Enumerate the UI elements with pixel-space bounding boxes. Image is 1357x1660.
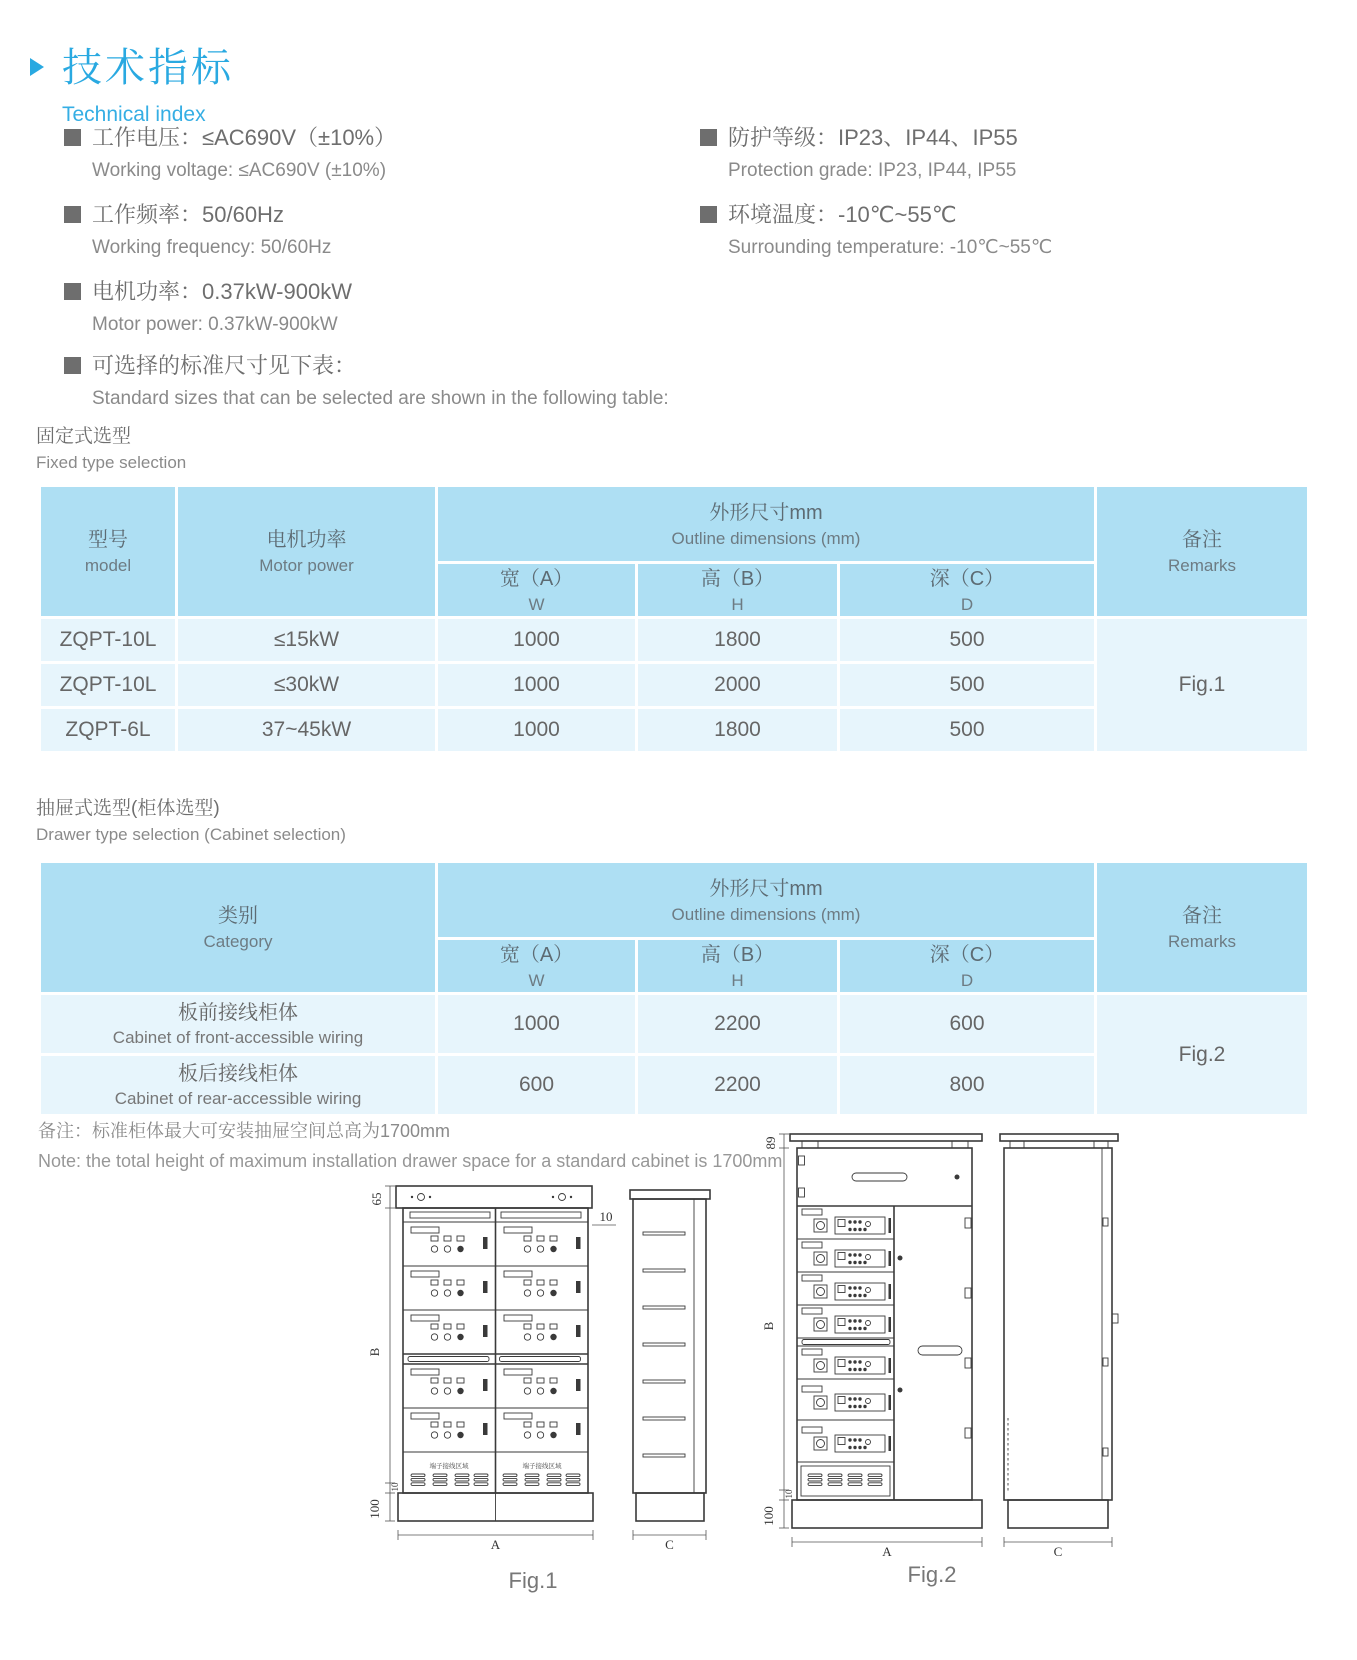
section-label-en: Drawer type selection (Cabinet selection) [36,825,346,844]
spec-en-text: Protection grade: IP23, IP44, IP55 [728,160,1017,181]
fig2-dim-width: A [882,1544,892,1558]
cell-width: 600 [437,1055,637,1116]
header-depth-cn: 深（C） [929,943,1005,966]
header-remarks-en: Remarks [1167,932,1236,951]
header-dims-cn: 外形尺寸mm [709,877,823,900]
cell-model: ZQPT-10L [40,663,177,708]
fig1-dim-width: A [490,1537,501,1552]
spec-en-text: Working frequency: 50/60Hz [92,237,332,258]
section-label-cn: 固定式选型 [36,426,132,447]
header-category-cn: 类别 [218,905,258,927]
header-depth-cn: 深（C） [929,567,1005,590]
title-block [30,36,234,127]
header-depth-en: D [960,970,974,990]
cell-depth: 500 [839,663,1096,708]
section-label-en: Fixed type selection [36,453,187,472]
section-fixed-type [36,424,186,476]
header-remarks-cn: 备注 [1182,529,1222,551]
cell-height: 1800 [637,708,839,753]
header-height [637,563,839,618]
header-width-en: W [528,594,545,614]
table-row [40,618,1309,663]
fig2-dim-base: 100 [761,1506,776,1526]
spec-item-voltage [64,122,674,186]
fig1-dim-cap: 65 [369,1192,384,1206]
cell-category [40,1055,437,1116]
cell-depth: 600 [839,994,1096,1055]
cell-model: ZQPT-10L [40,618,177,663]
spec-item-frequency [64,199,674,263]
spec-cn-text: 工作频率：50/60Hz [92,202,284,227]
header-height-cn: 高（B） [700,943,775,966]
spec-item-motor-power [64,276,674,340]
cell-height: 2200 [637,994,839,1055]
spec-en-text: Surrounding temperature: -10℃~55℃ [728,237,1053,258]
cell-power: ≤15kW [177,618,437,663]
spec-cn-text: 防护等级：IP23、IP44、IP55 [728,125,1018,150]
spec-en-text: Working voltage: ≤AC690V (±10%) [92,160,387,181]
footnote [38,1116,782,1176]
cell-category [40,994,437,1055]
header-model-en: model [84,556,132,575]
cell-remark: Fig.2 [1096,994,1309,1116]
cell-height: 2000 [637,663,839,708]
cell-category-cn: 板前接线柜体 [178,1001,298,1024]
cell-width: 1000 [437,708,637,753]
cell-width: 1000 [437,663,637,708]
header-width [437,939,637,994]
header-power-cn: 电机功率 [266,529,347,551]
header-height-en: H [731,970,744,990]
fig2-dim-small: 10 [784,1489,794,1499]
header-category-en: Category [203,932,273,951]
spec-cn-text: 环境温度：-10℃~55℃ [728,202,957,227]
header-height [637,939,839,994]
spec-en-text: Standard sizes that can be selected are shown in the following table: [92,388,669,409]
header-remarks [1096,862,1309,994]
fig1-dim-top-right: 10 [599,1209,613,1224]
fig1-caption: Fig.1 [508,1568,558,1593]
section-arrow-icon [30,58,44,76]
bullet-square-icon [64,283,81,300]
cell-category-en: Cabinet of rear-accessible wiring [114,1088,362,1108]
header-height-en: H [731,594,744,614]
cell-category-cn: 板后接线柜体 [178,1062,298,1085]
cell-height: 1800 [637,618,839,663]
spec-cn-text: 电机功率：0.37kW-900kW [92,279,352,304]
cell-height: 2200 [637,1055,839,1116]
spec-list-right [700,122,1310,276]
cell-width: 1000 [437,618,637,663]
spec-item-protection [700,122,1310,186]
section-drawer-type [36,796,346,848]
cell-power: ≤30kW [177,663,437,708]
cell-depth: 500 [839,708,1096,753]
fig1-front-view [396,1186,593,1521]
bullet-square-icon [64,129,81,146]
cell-category-en: Cabinet of front-accessible wiring [112,1027,364,1047]
fig1-dim-height: B [367,1347,382,1357]
cell-depth: 500 [839,618,1096,663]
spec-item-temperature [700,199,1310,263]
header-width-cn: 宽（A） [499,567,574,590]
header-width-en: W [528,970,545,990]
header-remarks-cn: 备注 [1182,905,1222,927]
table-row [40,994,1309,1055]
cell-depth: 800 [839,1055,1096,1116]
drawer-type-table [38,860,1310,1117]
header-width-cn: 宽（A） [499,943,574,966]
header-category [40,862,437,994]
footnote-cn: 备注：标准柜体最大可安装抽屉空间总高为1700mm [38,1121,451,1141]
table-intro [64,350,864,427]
page-subtitle: Technical index [62,103,206,126]
cell-width: 1000 [437,994,637,1055]
header-power-en: Motor power [259,556,354,575]
fig2-dim-height: B [761,1321,776,1331]
fig1-dim-depth: C [665,1537,674,1552]
fig2-dim-depth: C [1053,1544,1063,1558]
fig1-terminal-label: 端子接线区域 [429,1463,469,1470]
spec-item-intro [64,350,864,414]
bullet-square-icon [700,206,717,223]
spec-list-left [64,122,674,353]
fig2-dim-cap: 89 [763,1136,778,1150]
header-motor-power [177,486,437,618]
fig2-drawing [742,1118,1122,1558]
section-label-cn: 抽屉式选型(柜体选型) [36,798,220,819]
fig2-side-view [1000,1134,1118,1528]
bullet-square-icon [64,206,81,223]
header-dims-en: Outline dimensions (mm) [671,904,861,924]
footnote-en: Note: the total height of maximum installation drawer space for a standard cabinet is 1700mm [38,1151,783,1171]
header-dims-cn: 外形尺寸mm [709,501,823,524]
header-outline-dimensions [437,862,1096,939]
header-height-cn: 高（B） [700,567,775,590]
header-width [437,563,637,618]
header-depth-en: D [960,594,974,614]
fig2-front-view [790,1134,982,1528]
fixed-type-table [38,484,1310,754]
header-dims-en: Outline dimensions (mm) [671,528,861,548]
header-model-cn: 型号 [88,529,128,551]
page-title: 技术指标 [62,46,234,90]
header-outline-dimensions [437,486,1096,563]
fig1-terminal-label: 端子接线区域 [522,1463,562,1470]
header-depth [839,563,1096,618]
fig1-dim-base: 100 [367,1499,382,1519]
cell-remark: Fig.1 [1096,618,1309,753]
spec-en-text: Motor power: 0.37kW-900kW [92,314,338,335]
bullet-square-icon [64,357,81,374]
header-remarks [1096,486,1309,618]
spec-cn-text: 工作电压：≤AC690V（±10%） [92,125,397,150]
header-depth [839,939,1096,994]
cell-model: ZQPT-6L [40,708,177,753]
fig2-caption: Fig.2 [907,1562,957,1587]
header-remarks-en: Remarks [1167,556,1236,575]
fig1-dim-small: 10 [390,1482,400,1492]
fig1-side-view [630,1190,710,1521]
header-model [40,486,177,618]
spec-cn-text: 可选择的标准尺寸见下表： [92,353,357,378]
cell-power: 37~45kW [177,708,437,753]
bullet-square-icon [700,129,717,146]
fig1-drawing [348,1178,718,1566]
